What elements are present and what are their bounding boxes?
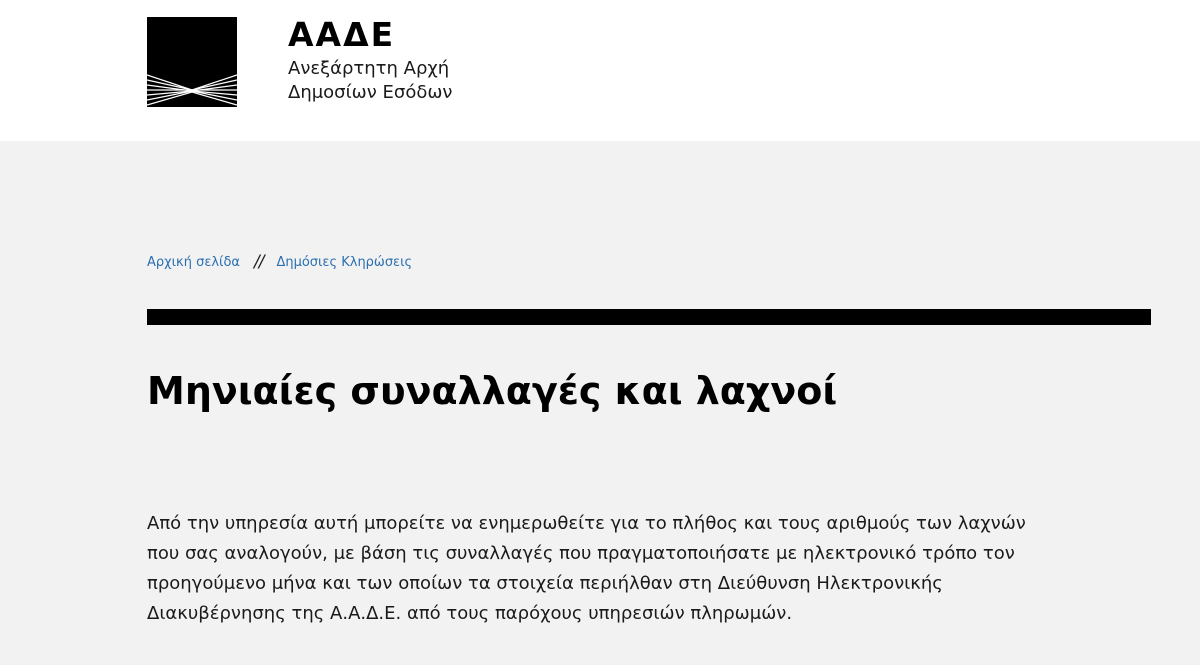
intro-line: προηγούμενο μήνα και των οποίων τα στοιχεία περιήλθαν στη Διεύθυνση Ηλεκτρονικής	[147, 573, 943, 594]
page-title: Μηνιαίες συναλλαγές και λαχνοί	[147, 369, 838, 413]
intro-line: Διακυβέρνησης της Α.Α.Δ.Ε. από τους παρόχους υπηρεσιών πληρωμών.	[147, 603, 793, 624]
aade-logo-icon	[147, 17, 237, 107]
site-header	[0, 0, 1200, 141]
logo-abbreviation: ΑΑΔΕ	[288, 15, 396, 54]
breadcrumb-current-link[interactable]: Δημόσιες Κληρώσεις	[276, 254, 413, 270]
logo-name-line2: Δημοσίων Εσόδων	[288, 82, 453, 103]
intro-paragraph	[147, 509, 1151, 629]
logo-text	[288, 17, 588, 105]
intro-line: που σας αναλογούν, με βάση τις συναλλαγές που πραγματοποιήσατε με ηλεκτρονικό τρόπο τον	[147, 543, 1015, 564]
logo-name-line1: Ανεξάρτητη Αρχή	[288, 58, 450, 79]
breadcrumb	[147, 252, 412, 272]
breadcrumb-separator: //	[253, 252, 264, 272]
title-divider	[147, 309, 1151, 325]
breadcrumb-home-link[interactable]: Αρχική σελίδα	[147, 254, 240, 270]
intro-line: Από την υπηρεσία αυτή μπορείτε να ενημερωθείτε για το πλήθος και τους αριθμούς των λαχνών	[147, 513, 1026, 534]
